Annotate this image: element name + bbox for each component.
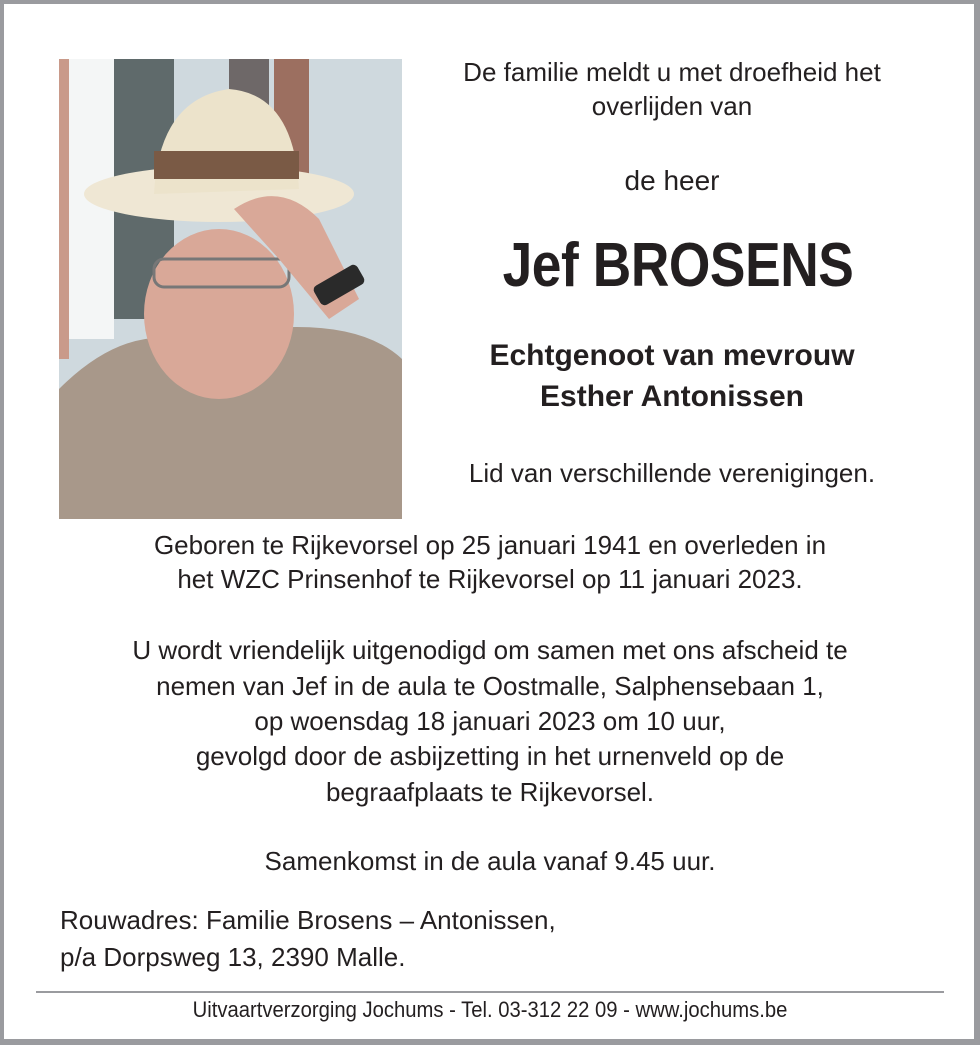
- invitation-line-1: U wordt vriendelijk uitgenodigd om samen met ons afscheid te: [132, 635, 848, 665]
- divider: [36, 991, 944, 993]
- intro-line-1: De familie meldt u met droefheid het: [463, 57, 881, 87]
- portrait-photo: [59, 59, 402, 519]
- spouse-line-1: Echtgenoot van mevrouw: [489, 339, 855, 372]
- invitation-line-5: begraafplaats te Rijkevorsel.: [325, 777, 655, 807]
- birth-line-2: het WZC Prinsenhof te Rijkevorsel op 11 januari 2023.: [177, 564, 803, 594]
- membership-text: Lid van verschillende verenigingen.: [468, 458, 876, 488]
- address-line-1: Rouwadres: Familie Brosens – Antonissen,: [60, 905, 556, 935]
- deceased-name: Jef BROSENS: [502, 231, 854, 300]
- invitation-line-4: gevolgd door de asbijzetting in het urnenveld op de: [195, 741, 785, 771]
- funeral-home-footer: Uitvaartverzorging Jochums - Tel. 03-312 22 09 - www.jochums.be: [192, 997, 788, 1022]
- invitation-line-3: op woensdag 18 januari 2023 om 10 uur,: [254, 706, 726, 736]
- spouse-line-2: Esther Antonissen: [540, 380, 804, 413]
- gathering-text: Samenkomst in de aula vanaf 9.45 uur.: [264, 846, 716, 876]
- intro-line-2: overlijden van: [591, 91, 753, 121]
- address-line-2: p/a Dorpsweg 13, 2390 Malle.: [60, 942, 406, 972]
- birth-line-1: Geboren te Rijkevorsel op 25 januari 1941 en overleden in: [153, 530, 827, 560]
- invitation-line-2: nemen van Jef in de aula te Oostmalle, Salphensebaan 1,: [156, 671, 824, 701]
- honorific: de heer: [624, 165, 720, 196]
